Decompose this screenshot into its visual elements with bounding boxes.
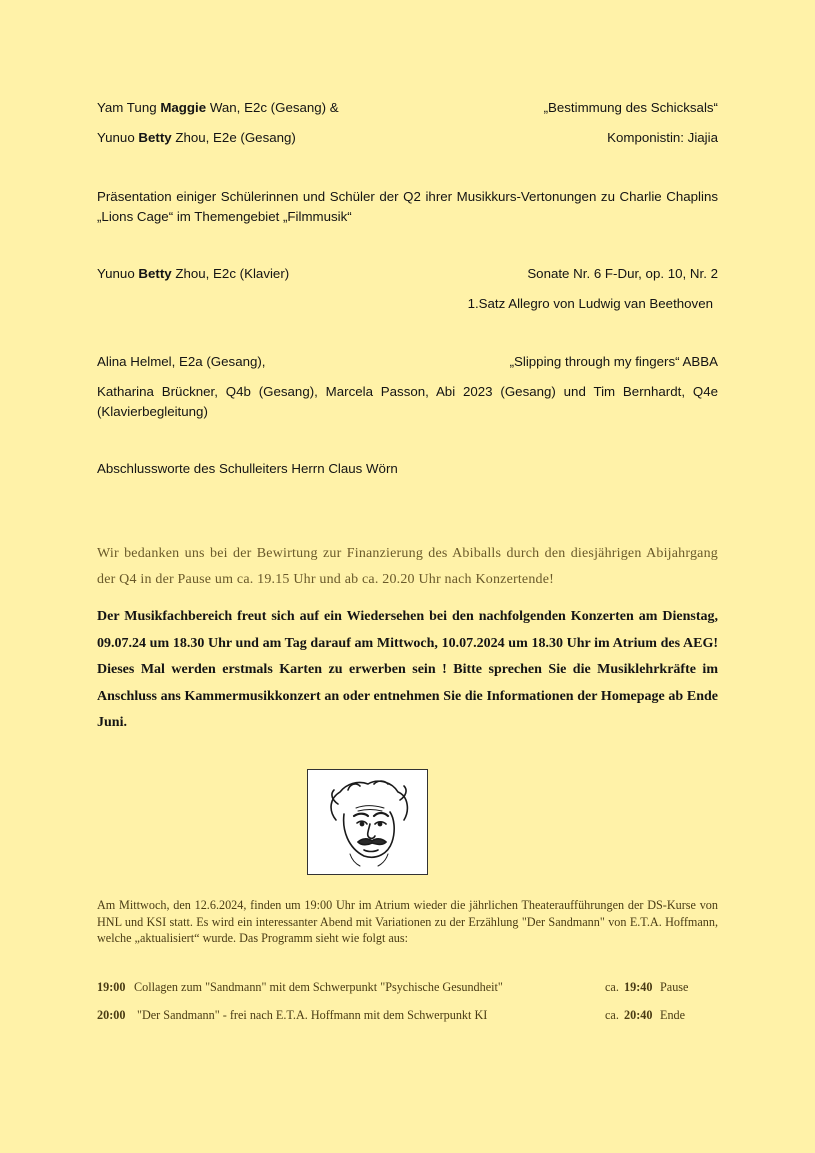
sonata-line (97, 264, 718, 283)
abba-line (97, 352, 718, 371)
program-note: Pause (660, 980, 689, 994)
performer-name: Alina Helmel, E2a (Gesang), (97, 354, 266, 369)
program-time: 19:00 (97, 980, 126, 994)
announcement-text: Der Musikfachbereich freut sich auf ein Wiedersehen bei den nachfolgenden Konzerten am Dienstag, 09.07.24 um 18.30 Uhr und am Tag darauf am Mittwoch, 10.07.2024 um 18.30 Uhr im Atrium des AEG! Dieses Mal werden erstmals Karten zu erwerben sein ! Bitte sprechen Sie die Musiklehrkräfte im Anschluss ans Kammermusikkonzert an oder entnehmen Sie die Informationen der Homepage ab Ende Juni. (97, 609, 718, 730)
portrait-image (307, 769, 428, 875)
program-title: "Der Sandmann" - frei nach E.T.A. Hoffmann mit dem Schwerpunkt KI (137, 1008, 488, 1022)
ensemble-text: Katharina Brückner, Q4b (Gesang), Marcela Passon, Abi 2023 (Gesang) und Tim Bernhardt, Q4e (Klavierbegleitung) (97, 384, 718, 419)
program-end-time: 20:40 (624, 1008, 653, 1022)
movement-title: 1.Satz Allegro von Ludwig van Beethoven (467, 296, 713, 311)
program-title: Collagen zum "Sandmann" mit dem Schwerpunkt "Psychische Gesundheit" (134, 980, 503, 994)
performer-line-2 (97, 128, 718, 147)
piece-title: „Slipping through my fingers“ ABBA (509, 354, 718, 369)
piece-title: Sonate Nr. 6 F-Dur, op. 10, Nr. 2 (527, 266, 718, 281)
einstein-sketch-icon (308, 770, 427, 874)
program-ca: ca. (605, 1008, 619, 1022)
presentation-text: Präsentation einiger Schülerinnen und Schüler der Q2 ihrer Musikkurs-Vertonungen zu Charlie Chaplins „Lions Cage“ im Themengebiet „Filmmusik“ (97, 189, 718, 224)
performer-line-1 (97, 98, 718, 117)
theater-text: Am Mittwoch, den 12.6.2024, finden um 19:00 Uhr im Atrium wieder die jährlichen Theateraufführungen der DS-Kurse von HNL und KSI statt. Es wird ein interessanter Abend mit Variationen zu der Erzählung "Der Sandmann" von E.T.A. Hoffmann, welche „aktualisiert“ wurde. Das Programm sieht wie folgt aus: (97, 898, 718, 945)
thanks-text: Wir bedanken uns bei der Bewirtung zur Finanzierung des Abiballs durch den diesjährigen Abijahrgang der Q4 in der Pause um ca. 19.15 Uhr und ab ca. 20.20 Uhr nach Konzertende! (97, 546, 718, 587)
program-end-time: 19:40 (624, 980, 653, 994)
program-ca: ca. (605, 980, 619, 994)
program-time: 20:00 (97, 1008, 126, 1022)
composer: Komponistin: Jiajia (607, 130, 718, 145)
closing-words: Abschlussworte des Schulleiters Herrn Claus Wörn (97, 461, 398, 476)
piece-title: „Bestimmung des Schicksals“ (543, 100, 718, 115)
performer-name: Yunuo Betty Zhou, E2e (Gesang) (97, 130, 296, 145)
program-note: Ende (660, 1008, 686, 1022)
performer-name: Yunuo Betty Zhou, E2c (Klavier) (97, 266, 290, 281)
performer-name: Yam Tung Maggie Wan, E2c (Gesang) & (97, 100, 339, 115)
